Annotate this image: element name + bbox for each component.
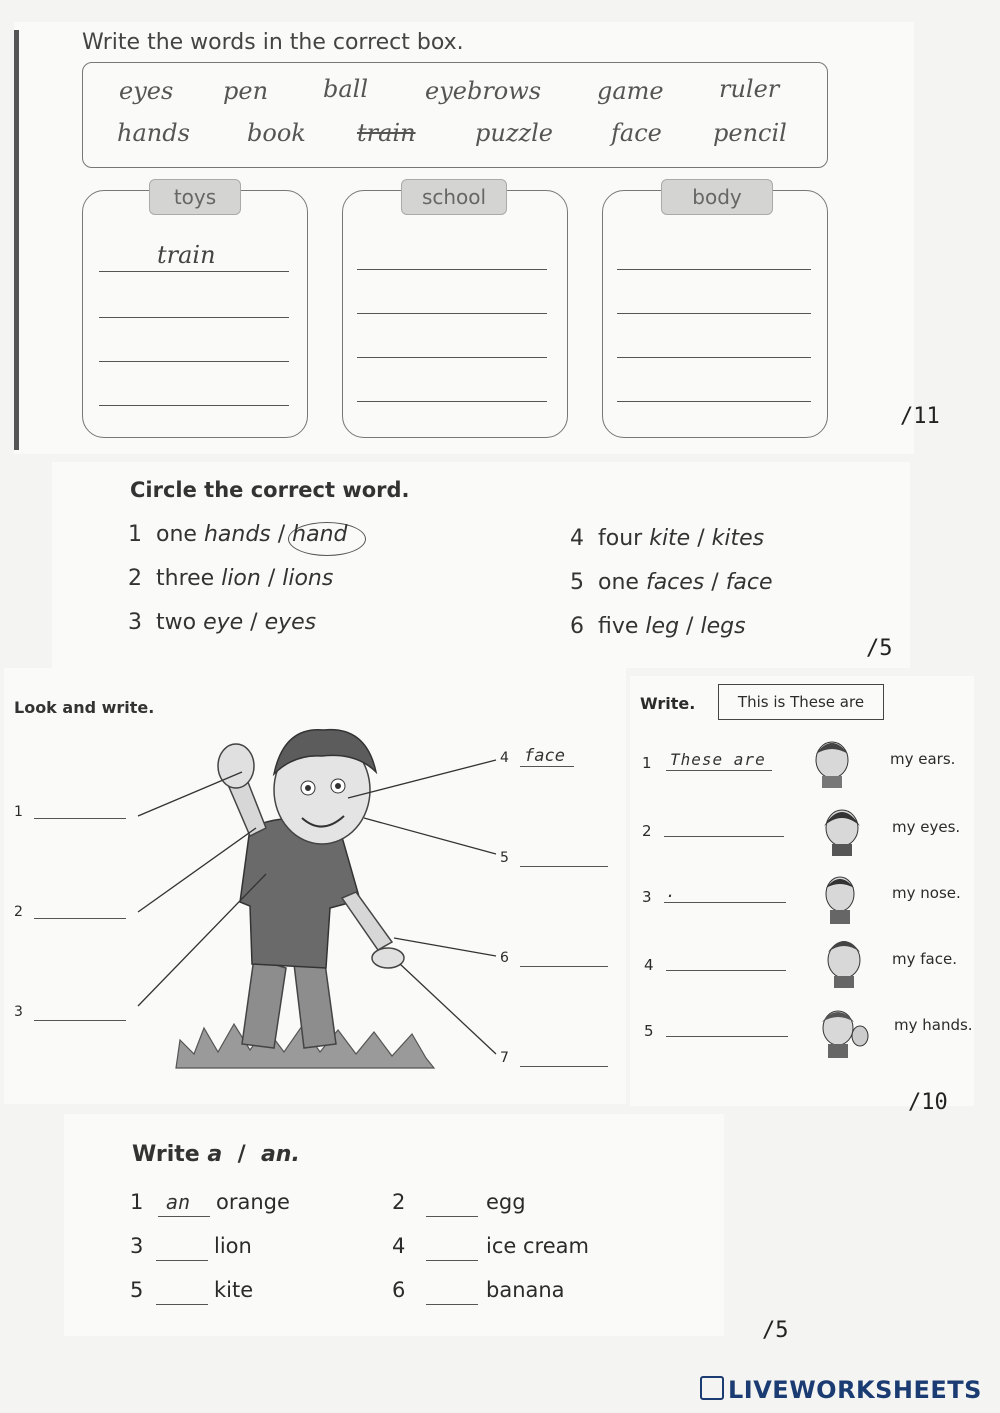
item-number: 2	[392, 1190, 406, 1214]
answer-line[interactable]	[99, 361, 289, 362]
section-title: Look and write.	[14, 698, 155, 717]
write-these-are-section	[630, 676, 974, 1106]
answer-line[interactable]	[617, 313, 811, 314]
answer-line[interactable]	[99, 241, 289, 272]
circle-item[interactable]: 4 four kite / kites	[570, 526, 765, 551]
caption: my hands.	[894, 1016, 973, 1034]
word-bank	[82, 62, 828, 168]
caption: my ears.	[890, 750, 956, 768]
word-bank-item[interactable]: puzzle	[475, 119, 553, 147]
article-answer-line[interactable]	[426, 1260, 478, 1261]
answer-line[interactable]	[617, 357, 811, 358]
row-number: 5	[644, 1022, 654, 1040]
category-box-toys	[82, 185, 308, 438]
item-number: 1	[130, 1190, 144, 1214]
label-number: 6	[500, 950, 509, 966]
boy-eyes-picture	[812, 798, 872, 856]
circle-item[interactable]: 5 one faces / face	[570, 570, 773, 595]
article-answer-line[interactable]	[156, 1304, 208, 1305]
answer-line[interactable]	[99, 405, 289, 406]
word-options-box: This is These are	[718, 684, 884, 720]
word-bank-item[interactable]: ruler	[719, 75, 780, 103]
word-bank-item[interactable]: eyes	[119, 77, 174, 105]
label-number: 3	[14, 1004, 23, 1020]
write-answer-line[interactable]	[666, 970, 786, 971]
write-answer-line[interactable]	[664, 836, 784, 837]
label-answer-line[interactable]	[34, 918, 126, 919]
page-edge-shadow	[14, 30, 19, 450]
score-mark: /11	[900, 404, 940, 429]
category-box-school	[342, 185, 568, 438]
label-answer-line[interactable]	[34, 818, 126, 819]
article-answer-line[interactable]	[426, 1216, 478, 1217]
word-bank-item[interactable]: book	[247, 119, 306, 147]
category-tag: body	[661, 179, 773, 215]
section-title: Circle the correct word.	[130, 478, 410, 502]
answer-text: train	[157, 241, 216, 269]
boy-nose-picture	[810, 866, 870, 924]
answer-line[interactable]	[357, 313, 547, 314]
answer-line[interactable]	[99, 317, 289, 318]
circle-item[interactable]: 3 two eye / eyes	[128, 610, 317, 635]
word-bank-item[interactable]: ball	[323, 75, 369, 103]
look-and-write-section	[4, 668, 626, 1104]
category-tag: toys	[149, 179, 241, 215]
row-number: 1	[642, 754, 652, 772]
circle-word-section	[52, 462, 910, 668]
caption: my face.	[892, 950, 957, 968]
category-box-body	[602, 185, 828, 438]
label-number: 5	[500, 850, 509, 866]
word-bank-item[interactable]: game	[597, 77, 664, 105]
item-word: egg	[486, 1190, 526, 1214]
answer-line[interactable]	[357, 357, 547, 358]
label-number: 2	[14, 904, 23, 920]
item-number: 5	[130, 1278, 144, 1302]
item-word: ice cream	[486, 1234, 589, 1258]
item-word: orange	[216, 1190, 290, 1214]
item-word: kite	[214, 1278, 254, 1302]
item-number: 6	[392, 1278, 406, 1302]
word-bank-item[interactable]: hands	[117, 119, 190, 147]
boy-face-picture	[814, 930, 874, 988]
label-answer-line[interactable]	[520, 1066, 608, 1067]
word-bank-item[interactable]: eyebrows	[425, 77, 542, 105]
sort-words-section	[14, 22, 914, 454]
caption: my eyes.	[892, 818, 961, 836]
section-title: Write a / an.	[132, 1142, 300, 1167]
word-bank-item[interactable]: pencil	[713, 119, 787, 147]
word-bank-item[interactable]: face	[611, 119, 662, 147]
section-title: Write.	[640, 694, 696, 713]
row-number: 2	[642, 822, 652, 840]
score-mark: /5	[866, 636, 893, 661]
label-answer-line[interactable]	[520, 966, 608, 967]
section-title: Write the words in the correct box.	[82, 30, 464, 55]
row-number: 4	[644, 956, 654, 974]
label-number: 4	[500, 750, 509, 766]
article-answer-line[interactable]	[426, 1304, 478, 1305]
boy-illustration	[4, 668, 626, 1104]
article-answer-line[interactable]: an	[158, 1216, 210, 1217]
boy-ears-picture	[802, 730, 862, 788]
item-number: 4	[392, 1234, 406, 1258]
item-number: 3	[130, 1234, 144, 1258]
caption: my nose.	[892, 884, 961, 902]
word-bank-item[interactable]: pen	[223, 77, 269, 105]
circle-item[interactable]: 6 five leg / legs	[570, 614, 746, 639]
row-number: 3	[642, 888, 652, 906]
brand-icon	[700, 1376, 724, 1400]
brand-logo: LIVEWORKSHEETS	[700, 1376, 982, 1404]
label-answer-line[interactable]: face	[520, 766, 574, 767]
item-word: banana	[486, 1278, 565, 1302]
answer-line[interactable]	[357, 401, 547, 402]
category-tag: school	[401, 179, 507, 215]
boy-hands-picture	[810, 1000, 870, 1058]
label-number: 7	[500, 1050, 509, 1066]
answer-line[interactable]	[357, 269, 547, 270]
label-answer-line[interactable]	[34, 1020, 126, 1021]
write-answer-line[interactable]: These are	[666, 770, 772, 771]
label-number: 1	[14, 804, 23, 820]
label-answer-line[interactable]	[520, 866, 608, 867]
write-answer-line[interactable]	[666, 1036, 788, 1037]
circle-item[interactable]: 2 three lion / lions	[128, 566, 334, 591]
item-word: lion	[214, 1234, 252, 1258]
score-mark: /5	[762, 1318, 789, 1343]
score-mark: /10	[908, 1090, 948, 1115]
word-bank-item[interactable]: train	[357, 119, 416, 147]
answer-line[interactable]	[617, 269, 811, 270]
article-answer-line[interactable]	[156, 1260, 208, 1261]
circle-item[interactable]: 1 one hands / hand	[128, 522, 348, 547]
write-answer-line[interactable]: .	[664, 902, 786, 903]
answer-line[interactable]	[617, 401, 811, 402]
write-a-an-section	[64, 1114, 724, 1336]
